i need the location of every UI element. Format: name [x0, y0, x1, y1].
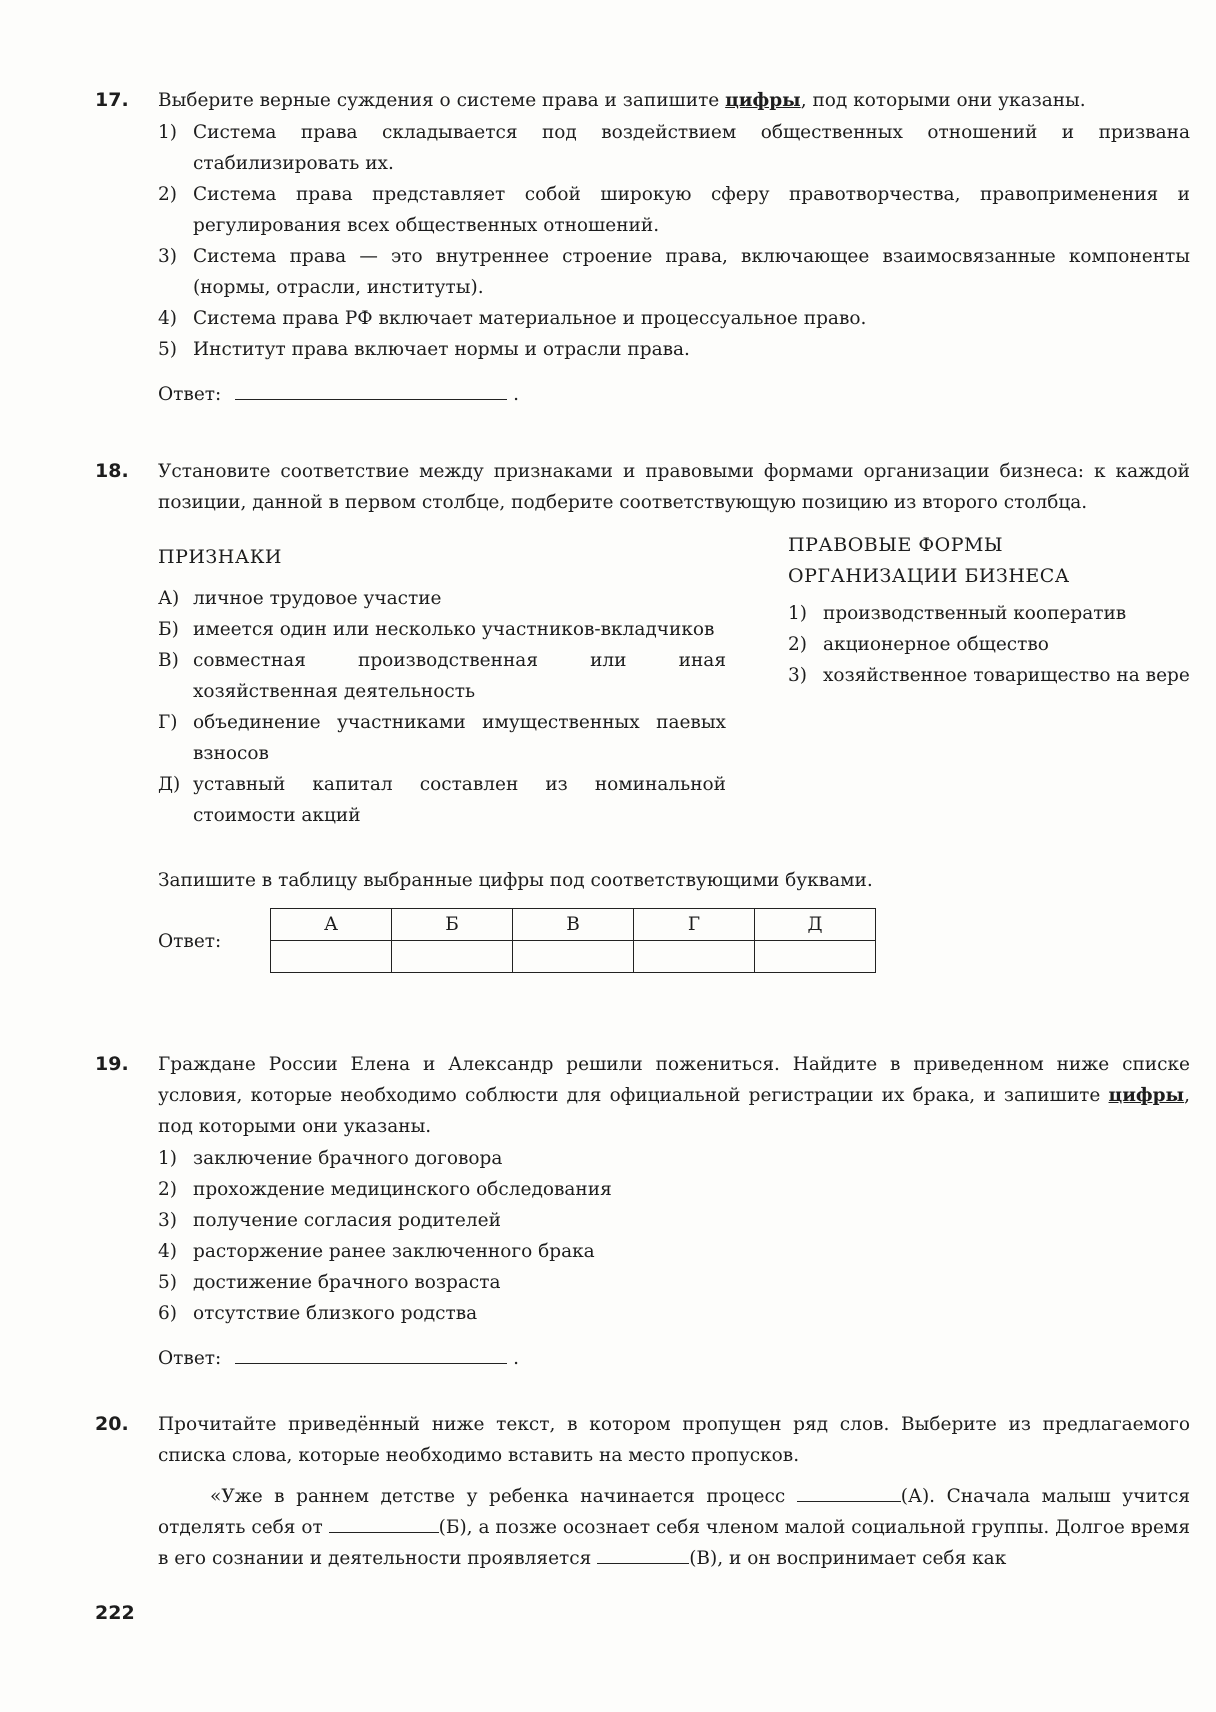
forms-heading: ПРАВОВЫЕ ФОРМЫ ОРГАНИЗАЦИИ БИЗНЕСА [788, 534, 1070, 587]
list-item: Д) уставный капитал составлен из номинальной стоимости акций [158, 774, 726, 826]
table-header-a: А [271, 909, 392, 941]
question-17 [95, 85, 1195, 410]
options-list [158, 1143, 1190, 1329]
table-header-g: Г [634, 909, 755, 941]
answer-label: Ответ: [158, 384, 222, 405]
answer-line[interactable] [235, 1345, 507, 1364]
question-18 [95, 456, 1195, 978]
question-number: 20. [95, 1413, 129, 1435]
answer-label: Ответ: [158, 1348, 222, 1369]
answer-field: Ответ: . [158, 1343, 1190, 1374]
list-item: 2) Система права представляет собой широкую сферу правотворчества, правоприменения и регулирования всех общественных отношений. [158, 184, 1190, 236]
list-item: 1) Система права складывается под воздействием общественных отношений и призвана стабилизировать их. [158, 122, 1190, 174]
answer-line[interactable] [235, 381, 507, 400]
gap-a-line[interactable] [797, 1485, 901, 1502]
question-number: 19. [95, 1053, 129, 1075]
list-item: А) личное трудовое участие [158, 588, 442, 609]
features-heading: ПРИЗНАКИ [158, 546, 282, 568]
list-item: 5) достижение брачного возраста [158, 1272, 501, 1293]
features-list [158, 583, 726, 831]
answer-cell-g[interactable] [634, 941, 755, 973]
answer-cell-b[interactable] [392, 941, 513, 973]
list-item: 1) заключение брачного договора [158, 1148, 503, 1169]
question-number: 18. [95, 460, 129, 482]
list-item: 4) Система права РФ включает материальное и процессуальное право. [158, 308, 867, 329]
list-item: 4) расторжение ранее заключенного брака [158, 1241, 595, 1262]
question-19 [95, 1049, 1195, 1374]
list-item: 3) Система права — это внутреннее строение права, включающее взаимосвязанные компоненты (нормы, отрасли, институты). [158, 246, 1190, 298]
features-column [158, 530, 726, 831]
answer-cell-d[interactable] [755, 941, 876, 973]
emphasis-digits: цифры [725, 90, 801, 111]
table-instruction: Запишите в таблицу выбранные цифры под соответствующими буквами. [158, 870, 873, 891]
gap-c-line[interactable] [597, 1547, 689, 1564]
forms-column [788, 530, 1190, 691]
answer-field: Ответ: . [158, 379, 1190, 410]
list-item: 3) хозяйственное товарищество на вере [788, 665, 1190, 686]
list-item: Б) имеется один или несколько участников-вкладчиков [158, 619, 715, 640]
question-20 [95, 1409, 1195, 1574]
table-header-b: Б [392, 909, 513, 941]
question-stem: Установите соответствие между признаками и правовыми формами организации бизнеса: к каждой позиции, данной в первом столбце, подберите соответствующую позицию из второго столбца. [158, 461, 1190, 513]
answer-cell-a[interactable] [271, 941, 392, 973]
forms-list [788, 598, 1190, 691]
answer-table-block [158, 908, 1190, 978]
answer-table [270, 908, 876, 973]
list-item: 3) получение согласия родителей [158, 1210, 501, 1231]
list-item: 6) отсутствие близкого родства [158, 1303, 478, 1324]
list-item: 5) Институт права включает нормы и отрасли права. [158, 339, 690, 360]
answer-cell-v[interactable] [513, 941, 634, 973]
matching-columns [158, 530, 1190, 865]
list-item: В) совместная производственная или иная хозяйственная деятельность [158, 650, 726, 702]
answer-label: Ответ: [158, 931, 222, 952]
list-item: 2) акционерное общество [788, 634, 1049, 655]
question-stem: Выберите верные суждения о системе права и запишите цифры, под которыми они указаны. [158, 90, 1086, 111]
table-header-v: В [513, 909, 634, 941]
gap-b-line[interactable] [329, 1516, 439, 1533]
list-item: 1) производственный кооператив [788, 603, 1127, 624]
options-list [158, 117, 1190, 365]
emphasis-digits: цифры [1108, 1085, 1185, 1106]
page-number: 222 [95, 1602, 135, 1624]
list-item: Г) объединение участниками имущественных паевых взносов [158, 712, 726, 764]
question-stem: Граждане России Елена и Александр решили пожениться. Найдите в приведенном ниже списке условия, которые необходимо соблюсти для официальной регистрации их брака, и запишите цифры, под которыми они указаны. [158, 1054, 1190, 1137]
table-header-d: Д [755, 909, 876, 941]
question-stem: Прочитайте приведённый ниже текст, в котором пропущен ряд слов. Выберите из предлагаемого списка слова, которые необходимо вставить на место пропусков. [158, 1414, 1190, 1466]
question-number: 17. [95, 89, 129, 111]
list-item: 2) прохождение медицинского обследования [158, 1179, 612, 1200]
passage-text: «Уже в раннем детстве у ребенка начинается процесс (А). Сначала малыш учится отделять себя от (Б), а позже осознает себя членом малой социальной группы. Долгое время в его сознании и деятельности проявляется (В), и он воспринимает себя как [158, 1486, 1190, 1569]
